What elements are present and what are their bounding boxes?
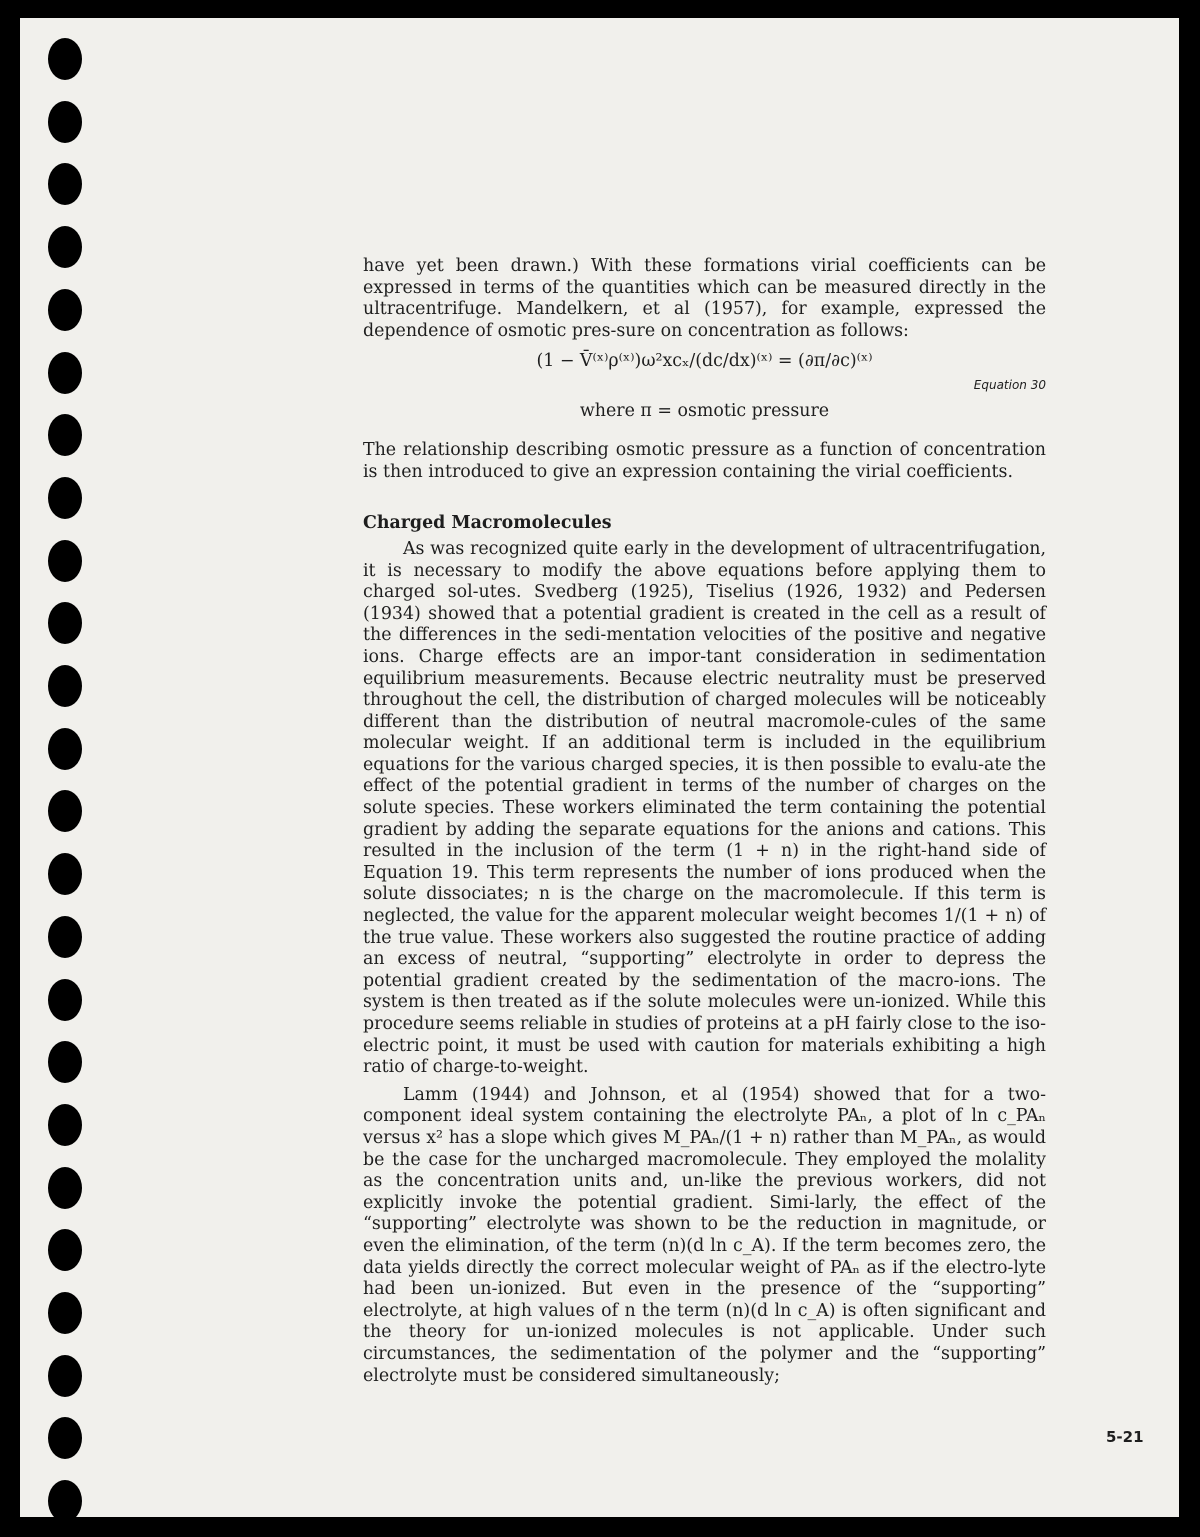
binder-hole — [48, 352, 82, 394]
binder-hole — [48, 289, 82, 331]
binder-hole — [48, 38, 82, 80]
binder-hole — [48, 1104, 82, 1146]
equation-label: Equation 30 — [973, 377, 1046, 392]
binder-hole — [48, 665, 82, 707]
binder-hole — [48, 101, 82, 143]
intro-paragraph: have yet been drawn.) With these formations virial coefficients can be expressed in terms of the quantities which can be measured directly in the ultracentrifuge. Mandelkern, et al (1957), for example, expressed the dependence of osmotic pres-sure on concentration as follows: — [363, 256, 1046, 341]
binder-hole — [48, 602, 82, 644]
binder-hole — [48, 1292, 82, 1334]
binder-hole — [48, 1041, 82, 1083]
binder-hole — [48, 540, 82, 582]
charged-paragraph-1: As was recognized quite early in the development of ultracentrifugation, it is necessary to modify the above equations before applying them to charged sol-utes. Svedberg (1925), Tiselius (1926, 1932) and Pedersen (1934) showed that a potential gradient is created in the cell as a result of the differences in the sedi-mentation velocities of the positive and negative ions. Charge effects are an impor-tant consideration in sedimentation equilibrium measurements. Because electric neutrality must be preserved throughout the cell, the distribution of charged molecules will be noticeably different than the distribution of neutral macromole-cules of the same molecular weight. If an additional term is included in the equilibrium equations for the various charged species, it is then possible to evalu-ate the effect of the potential gradient in terms of the number of charges on the solute species. These workers eliminated the term containing the potential gradient by adding the separate equations for the anions and cations. This resulted in the inclusion of the term (1 + n) in the right-hand side of Equation 19. This term represents the number of ions produced when the solute dissociates; n is the charge on the macromolecule. If this term is neglected, the value for the apparent molecular weight becomes 1/(1 + n) of the true value. These workers also suggested the routine practice of adding an excess of neutral, “supporting” electrolyte in order to depress the potential gradient created by the sedimentation of the macro-ions. The system is then treated as if the solute molecules were un-ionized. While this procedure seems reliable in studies of proteins at a pH fairly close to the iso-electric point, it must be used with caution for materials exhibiting a high ratio of charge-to-weight. — [363, 538, 1046, 1078]
page-body — [363, 256, 1046, 1387]
equation-30: (1 − V̄⁽ˣ⁾ρ⁽ˣ⁾)ω²xcₓ/(dc/dx)⁽ˣ⁾ = (∂π/∂c)⁽ˣ⁾ — [536, 351, 873, 372]
equation-where: where π = osmotic pressure — [579, 400, 830, 421]
binder-hole — [48, 1229, 82, 1271]
binder-hole — [48, 1480, 82, 1522]
binder-hole — [48, 477, 82, 519]
binder-hole — [48, 163, 82, 205]
relationship-paragraph: The relationship describing osmotic pressure as a function of concentration is then introduced to give an expression containing the virial coefficients. — [363, 440, 1046, 482]
binder-hole — [48, 790, 82, 832]
binder-hole — [48, 1417, 82, 1459]
binder-hole — [48, 1355, 82, 1397]
section-heading: Charged Macromolecules — [363, 513, 612, 534]
binder-hole — [48, 916, 82, 958]
charged-paragraph-2: Lamm (1944) and Johnson, et al (1954) showed that for a two-component ideal system containing the electrolyte PAₙ, a plot of ln c_PAₙ versus x² has a slope which gives M_PAₙ/(1 + n) rather than M_PAₙ, as would be the case for the uncharged macromolecule. They employed the molality as the concentration units and, un-like the previous workers, did not explicitly invoke the potential gradient. Simi-larly, the effect of the “supporting” electrolyte was shown to be the reduction in magnitude, or even the elimination, of the term (n)(d ln c_A). If the term becomes zero, the data yields directly the correct molecular weight of PAₙ as if the electro-lyte had been un-ionized. But even in the presence of the “supporting” electrolyte, at high values of n the term (n)(d ln c_A) is often significant and the theory for un-ionized molecules is not applicable. Under such circumstances, the sedimentation of the polymer and the “supporting” electrolyte must be considered simultaneously; — [363, 1084, 1046, 1386]
page-number: 5-21 — [1106, 1428, 1144, 1446]
binder-hole — [48, 853, 82, 895]
binder-hole — [48, 226, 82, 268]
binder-hole — [48, 728, 82, 770]
binder-hole — [48, 1167, 82, 1209]
binder-hole — [48, 414, 82, 456]
document-page — [20, 18, 1179, 1517]
binder-hole — [48, 979, 82, 1021]
